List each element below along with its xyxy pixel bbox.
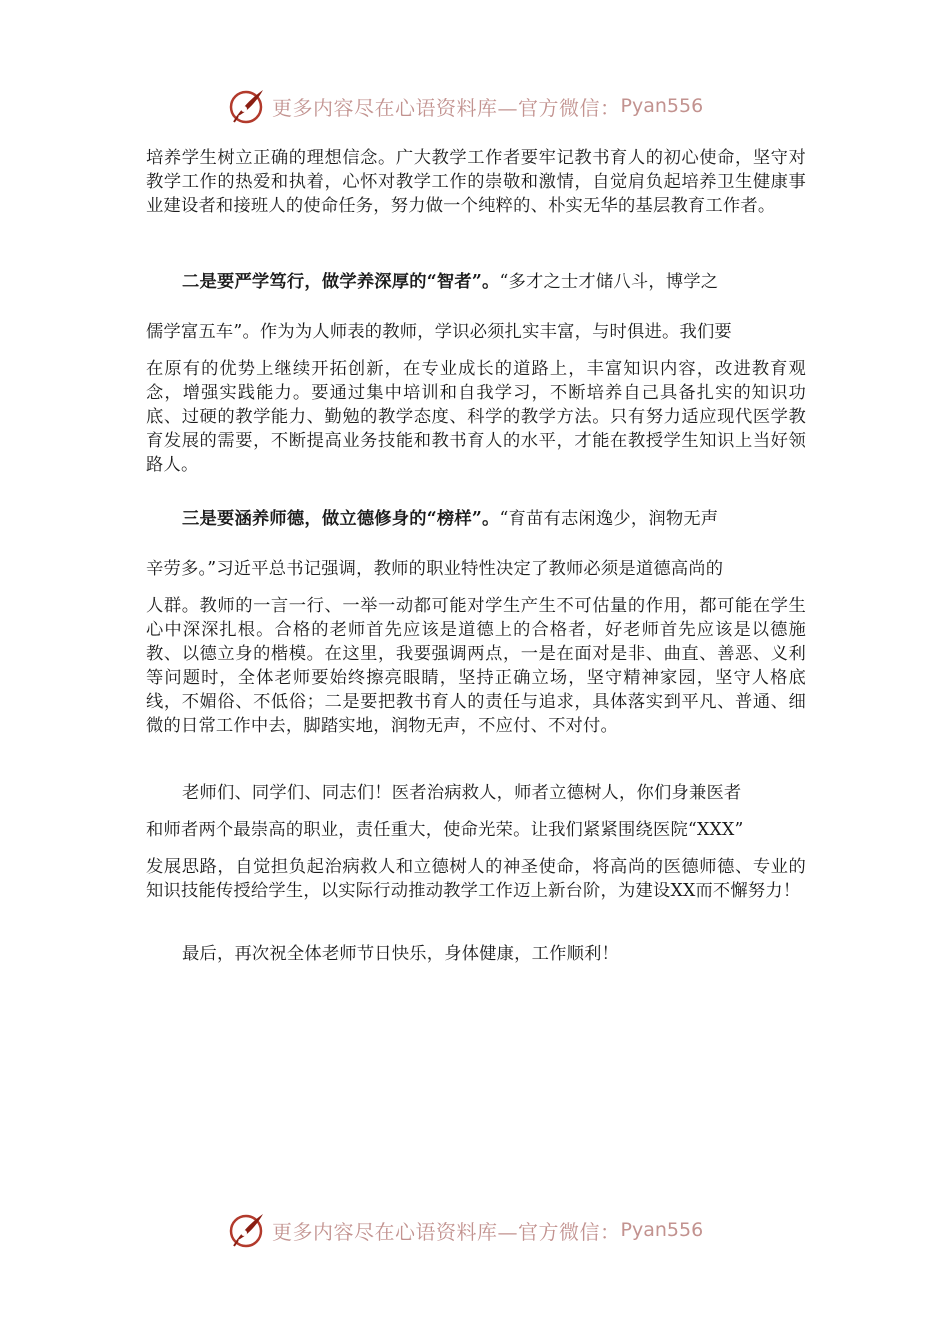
paragraph-2-first-line	[146, 270, 806, 294]
paragraph-text: 人群。教师的一言一行、一举一动都可能对学生产生不可估量的作用，都可能在学生心中深深扎根。合格的老师首先应该是道德上的合格者，好老师首先应该是以德施教、以德立身的楷模。在这里，我要强调两点，一是在面对是非、曲直、善恶、义利等问题时，全体老师要始终擦亮眼睛，坚持正确立场，坚守精神家园，坚守人格底线，不媚俗、不低俗；二是要把教书育人的责任与追求，具体落实到平凡、普通、细微的日常工作中去，脚踏实地，润物无声，不应付、不对付。	[146, 596, 806, 736]
paragraph-2-continuation	[146, 320, 806, 344]
paragraph-quote: “多才之士才储八斗，博学之	[499, 272, 719, 292]
paragraph-heading: 二是要严学笃行，做学养深厚的“智者”。	[182, 272, 500, 292]
paragraph-text: 在原有的优势上继续开拓创新，在专业成长的道路上，丰富知识内容，改进教育观念，增强实践能力。要通过集中培训和自我学习，不断培养自己具备扎实的知识功底、过硬的教学能力、勤勉的教学态度、科学的教学方法。只有努力适应现代医学教育发展的需要，不断提高业务技能和教书育人的水平，才能在教授学生知识上当好领路人。	[146, 359, 806, 475]
paragraph-text: 发展思路，自觉担负起治病救人和立德树人的神圣使命，将高尚的医德师德、专业的知识技能传授给学生，以实际行动推动教学工作迈上新台阶，为建设XX而不懈努力！	[146, 857, 806, 901]
paragraph-heading: 三是要涵养师德，做立德修身的“榜样”。	[182, 509, 500, 529]
paragraph-4-body	[146, 855, 806, 903]
header-banner	[228, 86, 703, 126]
paragraph-4-line-2	[146, 818, 806, 842]
footer-banner	[228, 1210, 703, 1250]
paragraph-3-first-line	[146, 507, 806, 531]
banner-wechat-id: Pyan556	[620, 95, 704, 117]
paragraph-3-continuation	[146, 557, 806, 581]
paragraph-3-body	[146, 594, 806, 738]
paragraph-text: 老师们、同学们、同志们！医者治病救人，师者立德树人，你们身兼医者	[182, 783, 742, 803]
quill-logo-icon	[228, 87, 266, 125]
paragraph-4-line-1	[146, 781, 806, 805]
paragraph-text: 辛劳多。”习近平总书记强调，教师的职业特性决定了教师必须是道德高尚的	[146, 559, 724, 579]
quill-logo-icon	[228, 1211, 266, 1249]
paragraph-1	[146, 146, 806, 218]
paragraph-quote: “育苗有志闲逸少，润物无声	[499, 509, 719, 529]
paragraph-text: 培养学生树立正确的理想信念。广大教学工作者要牢记教书育人的初心使命，坚守对教学工作的热爱和执着，心怀对教学工作的崇敬和激情，自觉肩负起培养卫生健康事业建设者和接班人的使命任务，努力做一个纯粹的、朴实无华的基层教育工作者。	[146, 148, 806, 216]
paragraph-text: 儒学富五车”。作为为人师表的教师，学识必须扎实丰富，与时俱进。我们要	[146, 322, 732, 342]
paragraph-text: 和师者两个最崇高的职业，责任重大，使命光荣。让我们紧紧围绕医院“XXX”	[146, 820, 744, 840]
banner-wechat-id: Pyan556	[620, 1219, 704, 1241]
banner-text: 更多内容尽在心语资料库—官方微信：	[272, 1219, 621, 1244]
banner-text: 更多内容尽在心语资料库—官方微信：	[272, 95, 621, 120]
paragraph-2-body	[146, 357, 806, 477]
paragraph-5	[146, 942, 806, 966]
paragraph-text: 最后，再次祝全体老师节日快乐，身体健康，工作顺利！	[182, 944, 620, 964]
